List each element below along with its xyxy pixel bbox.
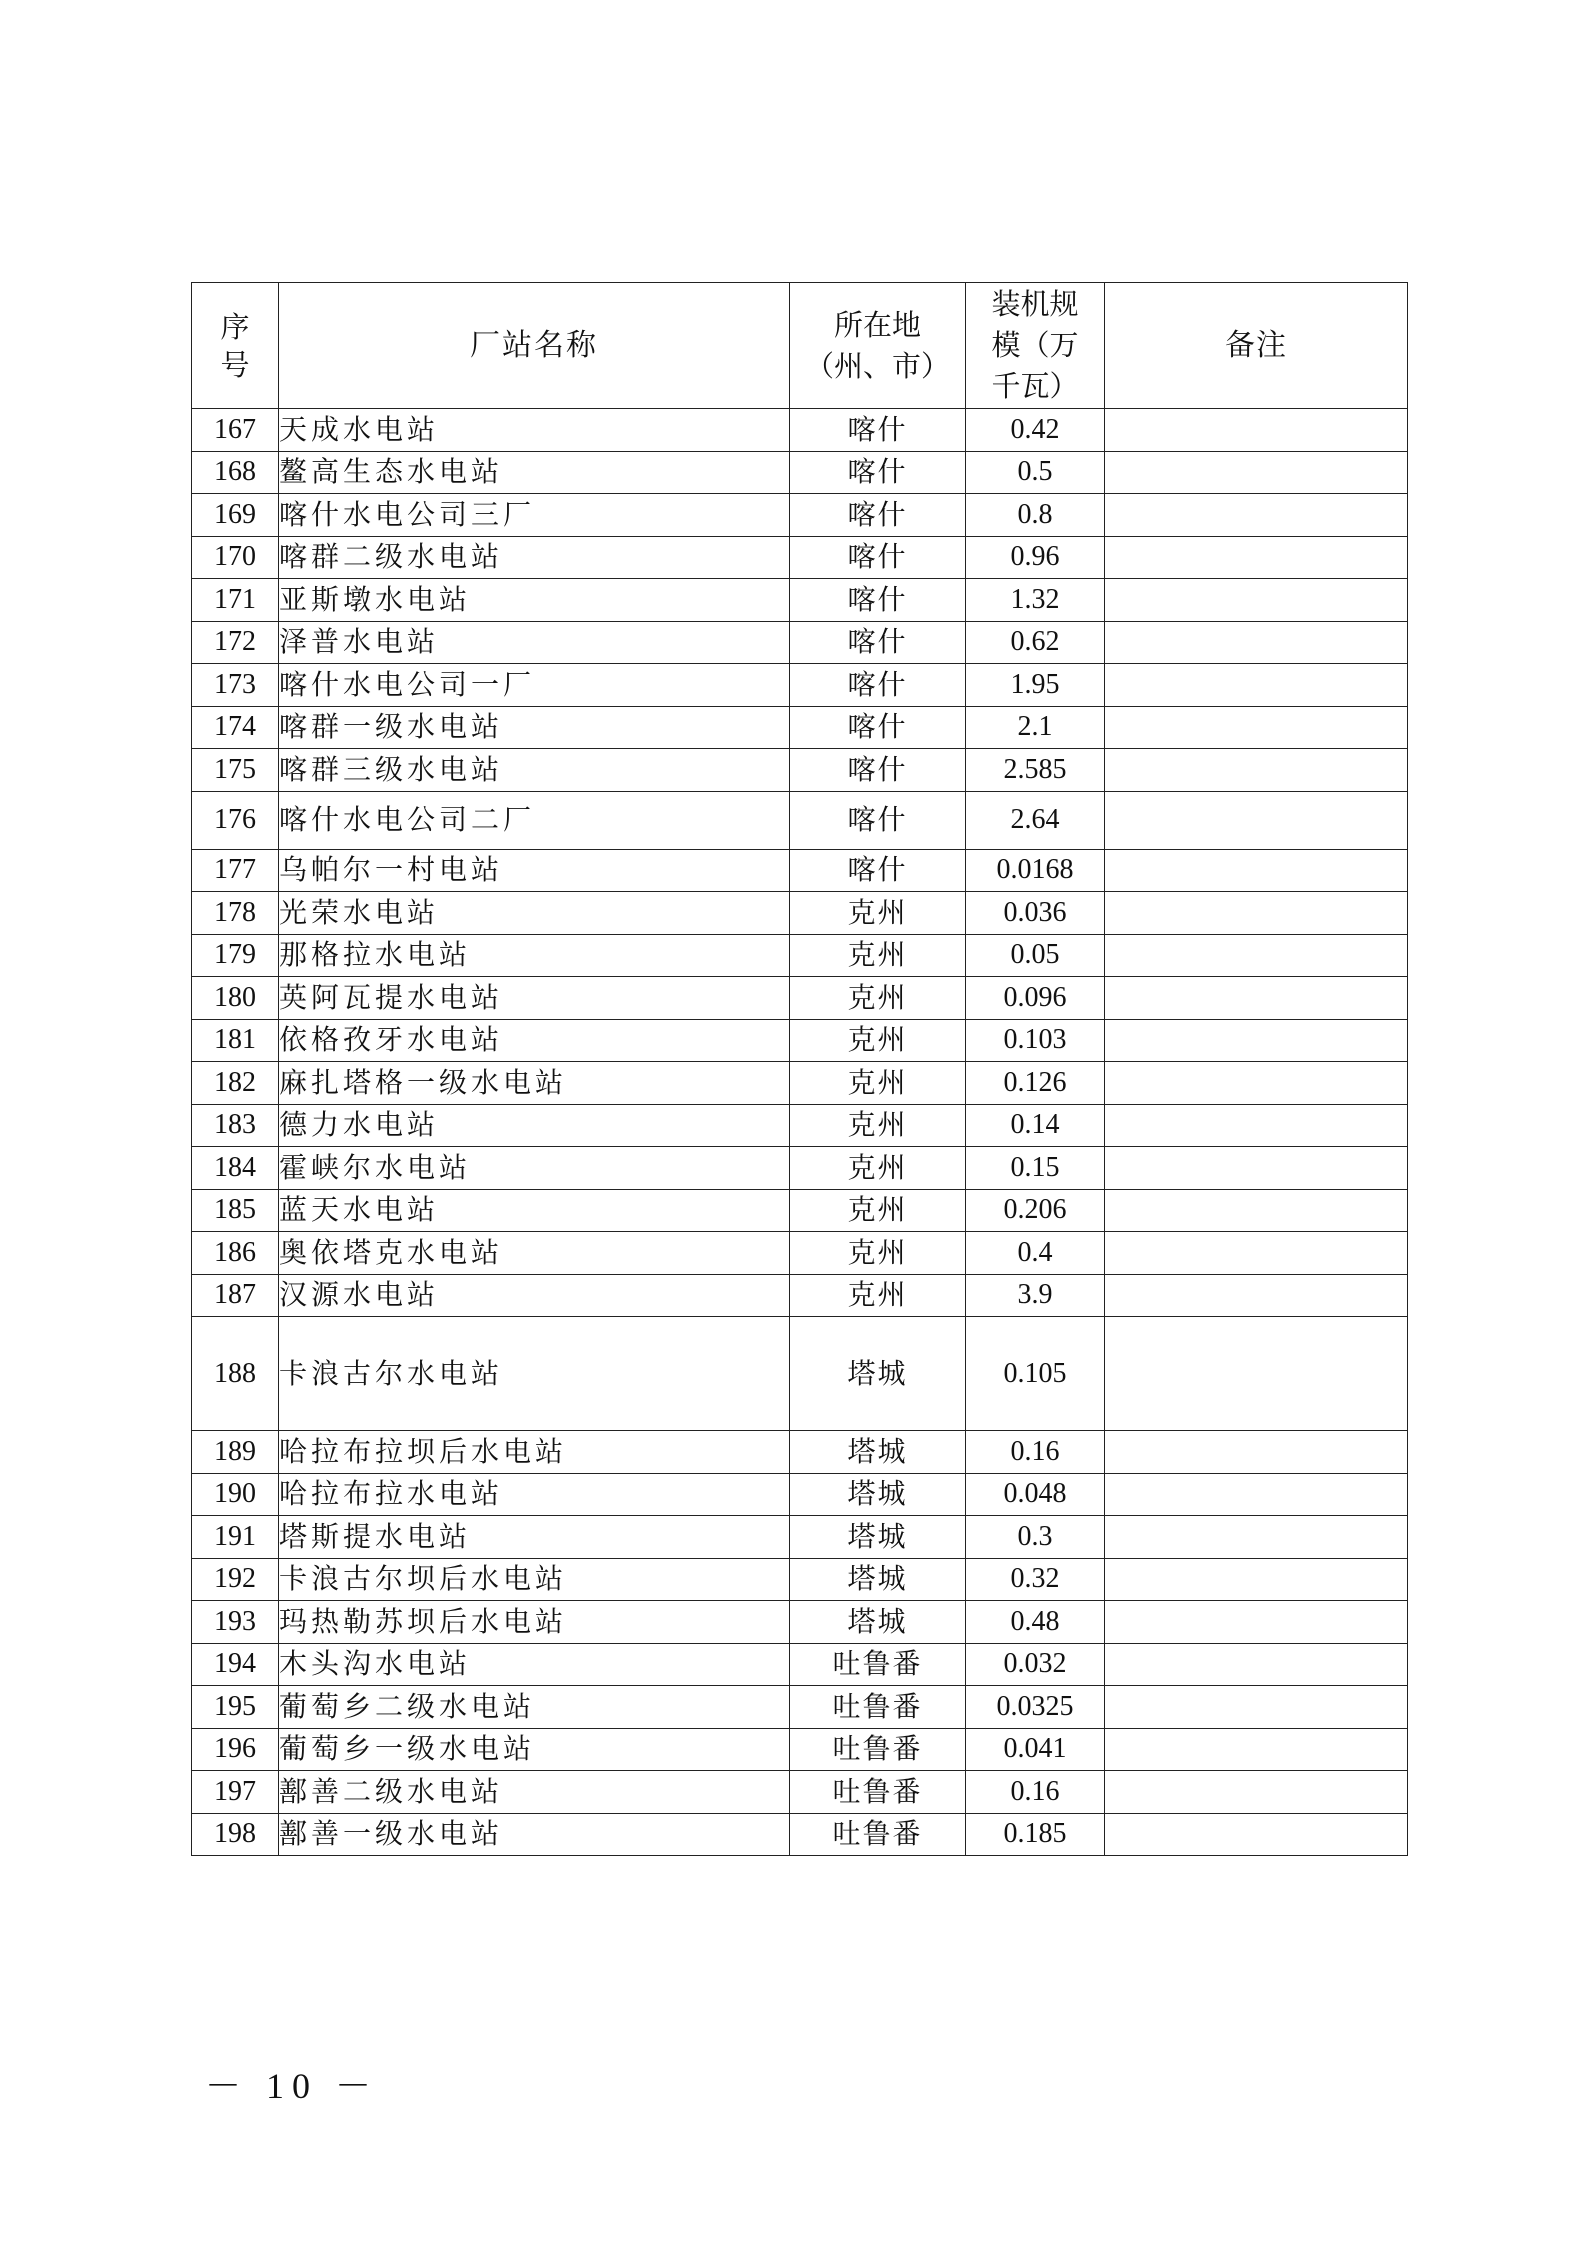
- cell-serial-number: 179: [192, 934, 279, 977]
- cell-plant-name: 蓝天水电站: [279, 1189, 790, 1232]
- cell-capacity: 0.4: [966, 1232, 1105, 1275]
- cell-remarks: [1105, 1728, 1408, 1771]
- cell-capacity: 0.62: [966, 621, 1105, 664]
- cell-location: 塔城: [790, 1473, 966, 1516]
- cell-serial-number: 189: [192, 1431, 279, 1474]
- cell-plant-name: 麻扎塔格一级水电站: [279, 1062, 790, 1105]
- cell-remarks: [1105, 1431, 1408, 1474]
- table-row: [192, 1232, 1408, 1275]
- cell-serial-number: 190: [192, 1473, 279, 1516]
- cell-location: 塔城: [790, 1558, 966, 1601]
- cell-plant-name: 那格拉水电站: [279, 934, 790, 977]
- cell-plant-name: 汉源水电站: [279, 1274, 790, 1317]
- cell-location: 喀什: [790, 579, 966, 622]
- cell-remarks: [1105, 409, 1408, 452]
- cell-remarks: [1105, 1317, 1408, 1431]
- table-row: [192, 1274, 1408, 1317]
- table-row: [192, 849, 1408, 892]
- cell-capacity: 3.9: [966, 1274, 1105, 1317]
- cell-location: 克州: [790, 1189, 966, 1232]
- cell-location: 塔城: [790, 1516, 966, 1559]
- cell-location: 喀什: [790, 849, 966, 892]
- cell-capacity: 1.32: [966, 579, 1105, 622]
- cell-location: 克州: [790, 1104, 966, 1147]
- table-row: [192, 706, 1408, 749]
- cell-location: 克州: [790, 1232, 966, 1275]
- table-row: [192, 1813, 1408, 1856]
- cell-capacity: 0.036: [966, 892, 1105, 935]
- cell-serial-number: 185: [192, 1189, 279, 1232]
- cell-remarks: [1105, 1601, 1408, 1644]
- cell-plant-name: 泽普水电站: [279, 621, 790, 664]
- cell-serial-number: 191: [192, 1516, 279, 1559]
- cell-plant-name: 卡浪古尔水电站: [279, 1317, 790, 1431]
- table-row: [192, 579, 1408, 622]
- cell-remarks: [1105, 1643, 1408, 1686]
- cell-serial-number: 186: [192, 1232, 279, 1275]
- cell-remarks: [1105, 849, 1408, 892]
- cell-serial-number: 168: [192, 451, 279, 494]
- cell-capacity: 0.0168: [966, 849, 1105, 892]
- table-header-row: [192, 283, 1408, 409]
- cell-serial-number: 176: [192, 791, 279, 849]
- cell-location: 喀什: [790, 749, 966, 792]
- cell-remarks: [1105, 706, 1408, 749]
- cell-plant-name: 乌帕尔一村电站: [279, 849, 790, 892]
- header-capacity: 装机规 模（万 千瓦）: [966, 283, 1105, 409]
- cell-serial-number: 187: [192, 1274, 279, 1317]
- cell-location: 克州: [790, 1019, 966, 1062]
- cell-serial-number: 193: [192, 1601, 279, 1644]
- header-remarks: 备注: [1105, 283, 1408, 409]
- table-row: [192, 1431, 1408, 1474]
- table-row: [192, 1558, 1408, 1601]
- cell-capacity: 0.096: [966, 977, 1105, 1020]
- cell-plant-name: 葡萄乡二级水电站: [279, 1686, 790, 1729]
- cell-capacity: 0.048: [966, 1473, 1105, 1516]
- table-row: [192, 1473, 1408, 1516]
- cell-serial-number: 194: [192, 1643, 279, 1686]
- cell-capacity: 0.185: [966, 1813, 1105, 1856]
- cell-location: 克州: [790, 892, 966, 935]
- table-row: [192, 409, 1408, 452]
- cell-location: 喀什: [790, 409, 966, 452]
- cell-serial-number: 192: [192, 1558, 279, 1601]
- cell-remarks: [1105, 1019, 1408, 1062]
- cell-plant-name: 木头沟水电站: [279, 1643, 790, 1686]
- cell-remarks: [1105, 1189, 1408, 1232]
- cell-location: 吐鲁番: [790, 1813, 966, 1856]
- cell-location: 喀什: [790, 664, 966, 707]
- cell-remarks: [1105, 621, 1408, 664]
- cell-remarks: [1105, 977, 1408, 1020]
- cell-capacity: 0.032: [966, 1643, 1105, 1686]
- cell-location: 吐鲁番: [790, 1643, 966, 1686]
- table-row: [192, 1062, 1408, 1105]
- cell-remarks: [1105, 892, 1408, 935]
- cell-capacity: 0.16: [966, 1431, 1105, 1474]
- cell-remarks: [1105, 1516, 1408, 1559]
- cell-remarks: [1105, 1147, 1408, 1190]
- cell-plant-name: 德力水电站: [279, 1104, 790, 1147]
- table-row: [192, 977, 1408, 1020]
- cell-plant-name: 塔斯提水电站: [279, 1516, 790, 1559]
- table-row: [192, 892, 1408, 935]
- cell-capacity: 0.206: [966, 1189, 1105, 1232]
- cell-serial-number: 183: [192, 1104, 279, 1147]
- cell-remarks: [1105, 579, 1408, 622]
- cell-capacity: 0.05: [966, 934, 1105, 977]
- cell-capacity: 0.105: [966, 1317, 1105, 1431]
- cell-serial-number: 167: [192, 409, 279, 452]
- cell-serial-number: 182: [192, 1062, 279, 1105]
- cell-serial-number: 177: [192, 849, 279, 892]
- cell-plant-name: 鄯善二级水电站: [279, 1771, 790, 1814]
- cell-serial-number: 195: [192, 1686, 279, 1729]
- header-plant-name: 厂站名称: [279, 283, 790, 409]
- cell-remarks: [1105, 1771, 1408, 1814]
- table-row: [192, 1601, 1408, 1644]
- cell-plant-name: 葡萄乡一级水电站: [279, 1728, 790, 1771]
- cell-remarks: [1105, 1686, 1408, 1729]
- cell-plant-name: 喀什水电公司三厂: [279, 494, 790, 537]
- cell-plant-name: 奥依塔克水电站: [279, 1232, 790, 1275]
- cell-location: 喀什: [790, 494, 966, 537]
- cell-remarks: [1105, 1558, 1408, 1601]
- cell-serial-number: 180: [192, 977, 279, 1020]
- cell-plant-name: 哈拉布拉坝后水电站: [279, 1431, 790, 1474]
- cell-location: 喀什: [790, 706, 966, 749]
- cell-location: 塔城: [790, 1601, 966, 1644]
- cell-remarks: [1105, 536, 1408, 579]
- table-row: [192, 1147, 1408, 1190]
- table-row: [192, 1771, 1408, 1814]
- cell-plant-name: 英阿瓦提水电站: [279, 977, 790, 1020]
- cell-remarks: [1105, 934, 1408, 977]
- table-row: [192, 1686, 1408, 1729]
- cell-capacity: 0.48: [966, 1601, 1105, 1644]
- cell-location: 克州: [790, 934, 966, 977]
- cell-capacity: 2.64: [966, 791, 1105, 849]
- cell-serial-number: 173: [192, 664, 279, 707]
- table-row: [192, 664, 1408, 707]
- cell-capacity: 0.103: [966, 1019, 1105, 1062]
- cell-plant-name: 鄯善一级水电站: [279, 1813, 790, 1856]
- table-row: [192, 1019, 1408, 1062]
- table-row: [192, 621, 1408, 664]
- cell-serial-number: 172: [192, 621, 279, 664]
- cell-serial-number: 188: [192, 1317, 279, 1431]
- cell-serial-number: 184: [192, 1147, 279, 1190]
- cell-serial-number: 196: [192, 1728, 279, 1771]
- table-row: [192, 451, 1408, 494]
- table-row: [192, 749, 1408, 792]
- cell-location: 吐鲁番: [790, 1686, 966, 1729]
- table-row: [192, 1104, 1408, 1147]
- cell-capacity: 0.42: [966, 409, 1105, 452]
- cell-serial-number: 170: [192, 536, 279, 579]
- header-location: 所在地 （州、市）: [790, 283, 966, 409]
- cell-capacity: 0.16: [966, 1771, 1105, 1814]
- cell-plant-name: 玛热勒苏坝后水电站: [279, 1601, 790, 1644]
- cell-remarks: [1105, 494, 1408, 537]
- cell-plant-name: 依格孜牙水电站: [279, 1019, 790, 1062]
- cell-plant-name: 霍峡尔水电站: [279, 1147, 790, 1190]
- cell-capacity: 1.95: [966, 664, 1105, 707]
- table-row: [192, 1643, 1408, 1686]
- cell-remarks: [1105, 1104, 1408, 1147]
- cell-serial-number: 174: [192, 706, 279, 749]
- cell-plant-name: 光荣水电站: [279, 892, 790, 935]
- cell-capacity: 2.1: [966, 706, 1105, 749]
- cell-remarks: [1105, 791, 1408, 849]
- page-number: － 10 －: [205, 2066, 380, 2106]
- cell-remarks: [1105, 749, 1408, 792]
- cell-location: 喀什: [790, 451, 966, 494]
- cell-capacity: 0.96: [966, 536, 1105, 579]
- cell-plant-name: 卡浪古尔坝后水电站: [279, 1558, 790, 1601]
- cell-location: 喀什: [790, 621, 966, 664]
- cell-serial-number: 197: [192, 1771, 279, 1814]
- table-row: [192, 934, 1408, 977]
- table-row: [192, 1189, 1408, 1232]
- cell-plant-name: 喀什水电公司一厂: [279, 664, 790, 707]
- cell-remarks: [1105, 1232, 1408, 1275]
- cell-remarks: [1105, 1813, 1408, 1856]
- cell-location: 喀什: [790, 536, 966, 579]
- table-row: [192, 1728, 1408, 1771]
- cell-serial-number: 181: [192, 1019, 279, 1062]
- cell-plant-name: 喀群一级水电站: [279, 706, 790, 749]
- cell-location: 克州: [790, 1062, 966, 1105]
- cell-capacity: 0.126: [966, 1062, 1105, 1105]
- cell-plant-name: 喀群二级水电站: [279, 536, 790, 579]
- cell-location: 喀什: [790, 791, 966, 849]
- cell-remarks: [1105, 1473, 1408, 1516]
- cell-plant-name: 鳌高生态水电站: [279, 451, 790, 494]
- cell-serial-number: 175: [192, 749, 279, 792]
- cell-capacity: 0.3: [966, 1516, 1105, 1559]
- cell-plant-name: 哈拉布拉水电站: [279, 1473, 790, 1516]
- cell-capacity: 0.14: [966, 1104, 1105, 1147]
- header-serial-number: 序 号: [192, 283, 279, 409]
- cell-location: 塔城: [790, 1317, 966, 1431]
- table-row: [192, 791, 1408, 849]
- cell-serial-number: 198: [192, 1813, 279, 1856]
- cell-capacity: 0.041: [966, 1728, 1105, 1771]
- cell-location: 克州: [790, 1274, 966, 1317]
- cell-serial-number: 169: [192, 494, 279, 537]
- table-row: [192, 494, 1408, 537]
- cell-capacity: 0.32: [966, 1558, 1105, 1601]
- cell-plant-name: 喀什水电公司二厂: [279, 791, 790, 849]
- cell-remarks: [1105, 1062, 1408, 1105]
- power-plant-table: [191, 282, 1408, 1856]
- cell-serial-number: 171: [192, 579, 279, 622]
- cell-plant-name: 天成水电站: [279, 409, 790, 452]
- cell-capacity: 0.15: [966, 1147, 1105, 1190]
- cell-capacity: 0.5: [966, 451, 1105, 494]
- cell-remarks: [1105, 451, 1408, 494]
- table-body: [192, 409, 1408, 1856]
- cell-capacity: 0.8: [966, 494, 1105, 537]
- cell-plant-name: 喀群三级水电站: [279, 749, 790, 792]
- cell-location: 吐鲁番: [790, 1728, 966, 1771]
- cell-location: 塔城: [790, 1431, 966, 1474]
- table-row: [192, 536, 1408, 579]
- cell-location: 克州: [790, 977, 966, 1020]
- cell-location: 吐鲁番: [790, 1771, 966, 1814]
- cell-remarks: [1105, 664, 1408, 707]
- cell-serial-number: 178: [192, 892, 279, 935]
- cell-capacity: 2.585: [966, 749, 1105, 792]
- cell-capacity: 0.0325: [966, 1686, 1105, 1729]
- table-row: [192, 1516, 1408, 1559]
- cell-remarks: [1105, 1274, 1408, 1317]
- cell-location: 克州: [790, 1147, 966, 1190]
- table-row: [192, 1317, 1408, 1431]
- cell-plant-name: 亚斯墩水电站: [279, 579, 790, 622]
